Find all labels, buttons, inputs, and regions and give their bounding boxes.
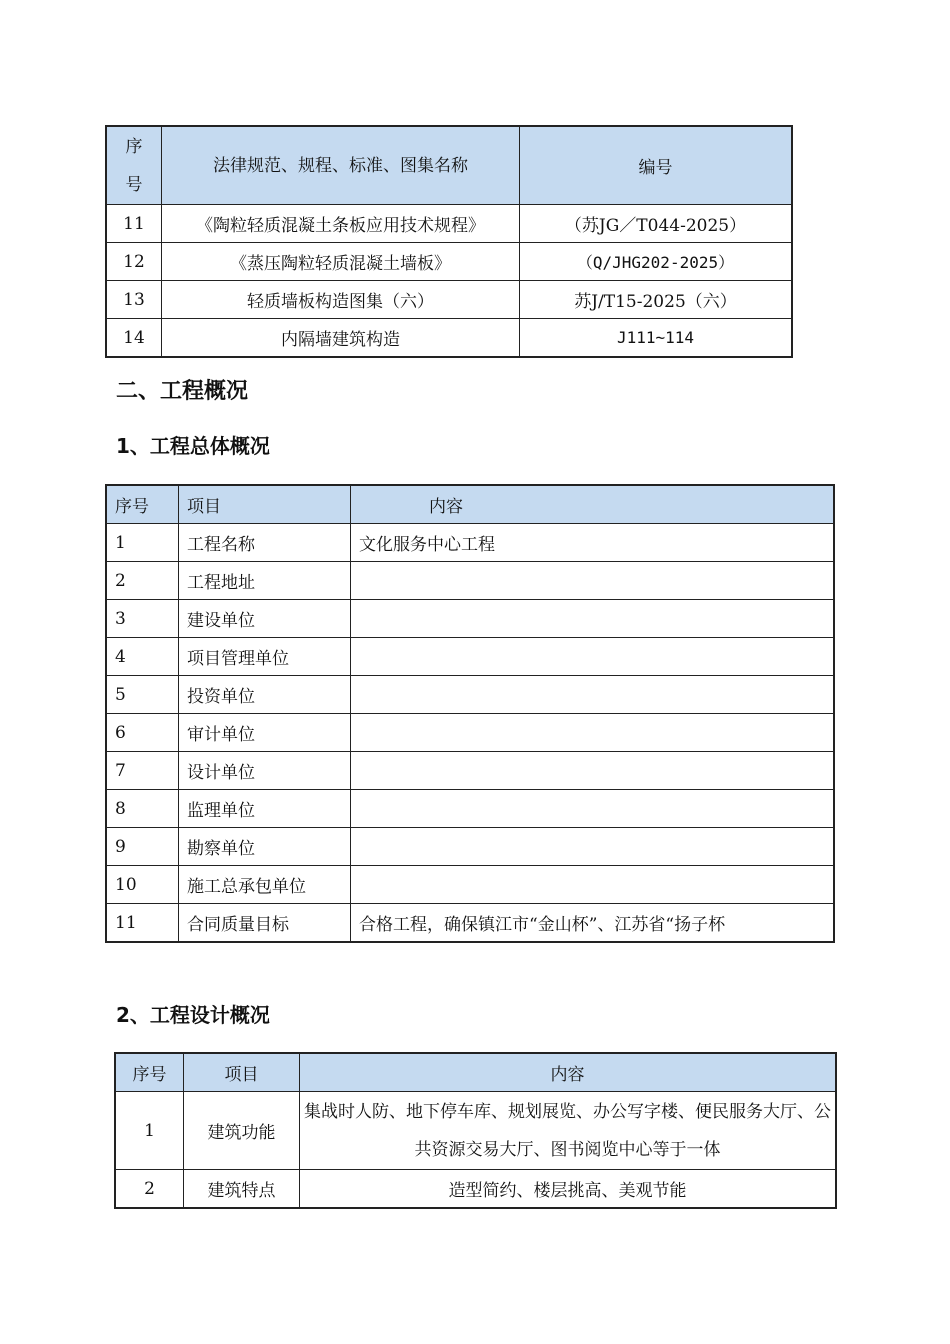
header-item: 项目: [179, 486, 351, 524]
item-cell: 工程名称: [179, 524, 351, 562]
seq-cell: 2: [107, 562, 179, 600]
table-row: [116, 1170, 836, 1208]
name-cell: 轻质墙板构造图集（六）: [162, 281, 520, 319]
code-cell: （Q/JHG202-2025）: [520, 243, 792, 281]
section-heading-overview: 二、工程概况: [116, 379, 249, 404]
code-cell: （苏JG／T044-2025）: [520, 205, 792, 243]
table-row: [107, 828, 834, 866]
header-seq: 序 号: [107, 127, 162, 205]
content-cell: [351, 828, 834, 866]
name-cell: 内隔墙建筑构造: [162, 319, 520, 357]
header-name: 法律规范、规程、标准、图集名称: [162, 127, 520, 205]
table-row: [116, 1092, 836, 1170]
content-cell: [351, 790, 834, 828]
seq-cell: 11: [107, 904, 179, 942]
name-cell: 《陶粒轻质混凝土条板应用技术规程》: [162, 205, 520, 243]
item-cell: 投资单位: [179, 676, 351, 714]
table-row: [107, 904, 834, 942]
table-row: [107, 714, 834, 752]
table-row: [107, 676, 834, 714]
content-cell: [351, 866, 834, 904]
seq-cell: 3: [107, 600, 179, 638]
table-row: [107, 790, 834, 828]
seq-cell: 5: [107, 676, 179, 714]
content-cell: 文化服务中心工程: [351, 524, 834, 562]
code-cell: 苏J/T15-2025（六）: [520, 281, 792, 319]
item-cell: 设计单位: [179, 752, 351, 790]
seq-cell: 10: [107, 866, 179, 904]
content-cell: [351, 600, 834, 638]
table-row: [107, 524, 834, 562]
seq-cell: 14: [107, 319, 162, 357]
seq-cell: 9: [107, 828, 179, 866]
item-cell: 审计单位: [179, 714, 351, 752]
table-row: [107, 752, 834, 790]
seq-cell: 8: [107, 790, 179, 828]
content-cell: 合格工程，确保镇江市“金山杯”、江苏省“扬子杯: [351, 904, 834, 942]
seq-cell: 2: [116, 1170, 184, 1208]
header-code: 编号: [520, 127, 792, 205]
content-cell: [351, 562, 834, 600]
design-table: [115, 1053, 836, 1208]
table-row: [107, 600, 834, 638]
content-cell: 集战时人防、地下停车库、规划展览、办公写字楼、便民服务大厅、公共资源交易大厅、图书阅览中心等于一体: [300, 1092, 836, 1170]
header-seq: 序号: [116, 1054, 184, 1092]
content-cell: [351, 714, 834, 752]
standards-header-row: [107, 127, 792, 205]
seq-cell: 1: [116, 1092, 184, 1170]
header-content: 内容: [351, 486, 834, 524]
item-cell: 项目管理单位: [179, 638, 351, 676]
seq-cell: 7: [107, 752, 179, 790]
content-cell: [351, 752, 834, 790]
item-cell: 工程地址: [179, 562, 351, 600]
header-content: 内容: [300, 1054, 836, 1092]
header-item: 项目: [184, 1054, 300, 1092]
table-row: [107, 243, 792, 281]
item-cell: 合同质量目标: [179, 904, 351, 942]
content-cell: [351, 676, 834, 714]
seq-cell: 1: [107, 524, 179, 562]
item-cell: 建设单位: [179, 600, 351, 638]
table-row: [107, 638, 834, 676]
seq-cell: 13: [107, 281, 162, 319]
overview-header-row: [107, 486, 834, 524]
section-heading-design: 2、工程设计概况: [116, 1003, 270, 1027]
item-cell: 施工总承包单位: [179, 866, 351, 904]
seq-cell: 11: [107, 205, 162, 243]
table-row: [107, 281, 792, 319]
table-row: [107, 866, 834, 904]
item-cell: 建筑功能: [184, 1092, 300, 1170]
item-cell: 建筑特点: [184, 1170, 300, 1208]
name-cell: 《蒸压陶粒轻质混凝土墙板》: [162, 243, 520, 281]
table-row: [107, 562, 834, 600]
content-cell: 造型简约、楼层挑高、美观节能: [300, 1170, 836, 1208]
seq-cell: 4: [107, 638, 179, 676]
section-heading-general: 1、工程总体概况: [116, 434, 270, 458]
table-row: [107, 319, 792, 357]
content-cell: [351, 638, 834, 676]
item-cell: 勘察单位: [179, 828, 351, 866]
seq-cell: 6: [107, 714, 179, 752]
standards-table: [106, 126, 792, 357]
header-seq: 序号: [107, 486, 179, 524]
table-row: [107, 205, 792, 243]
item-cell: 监理单位: [179, 790, 351, 828]
overview-table: [106, 485, 834, 942]
seq-cell: 12: [107, 243, 162, 281]
design-header-row: [116, 1054, 836, 1092]
code-cell: J111~114: [520, 319, 792, 357]
